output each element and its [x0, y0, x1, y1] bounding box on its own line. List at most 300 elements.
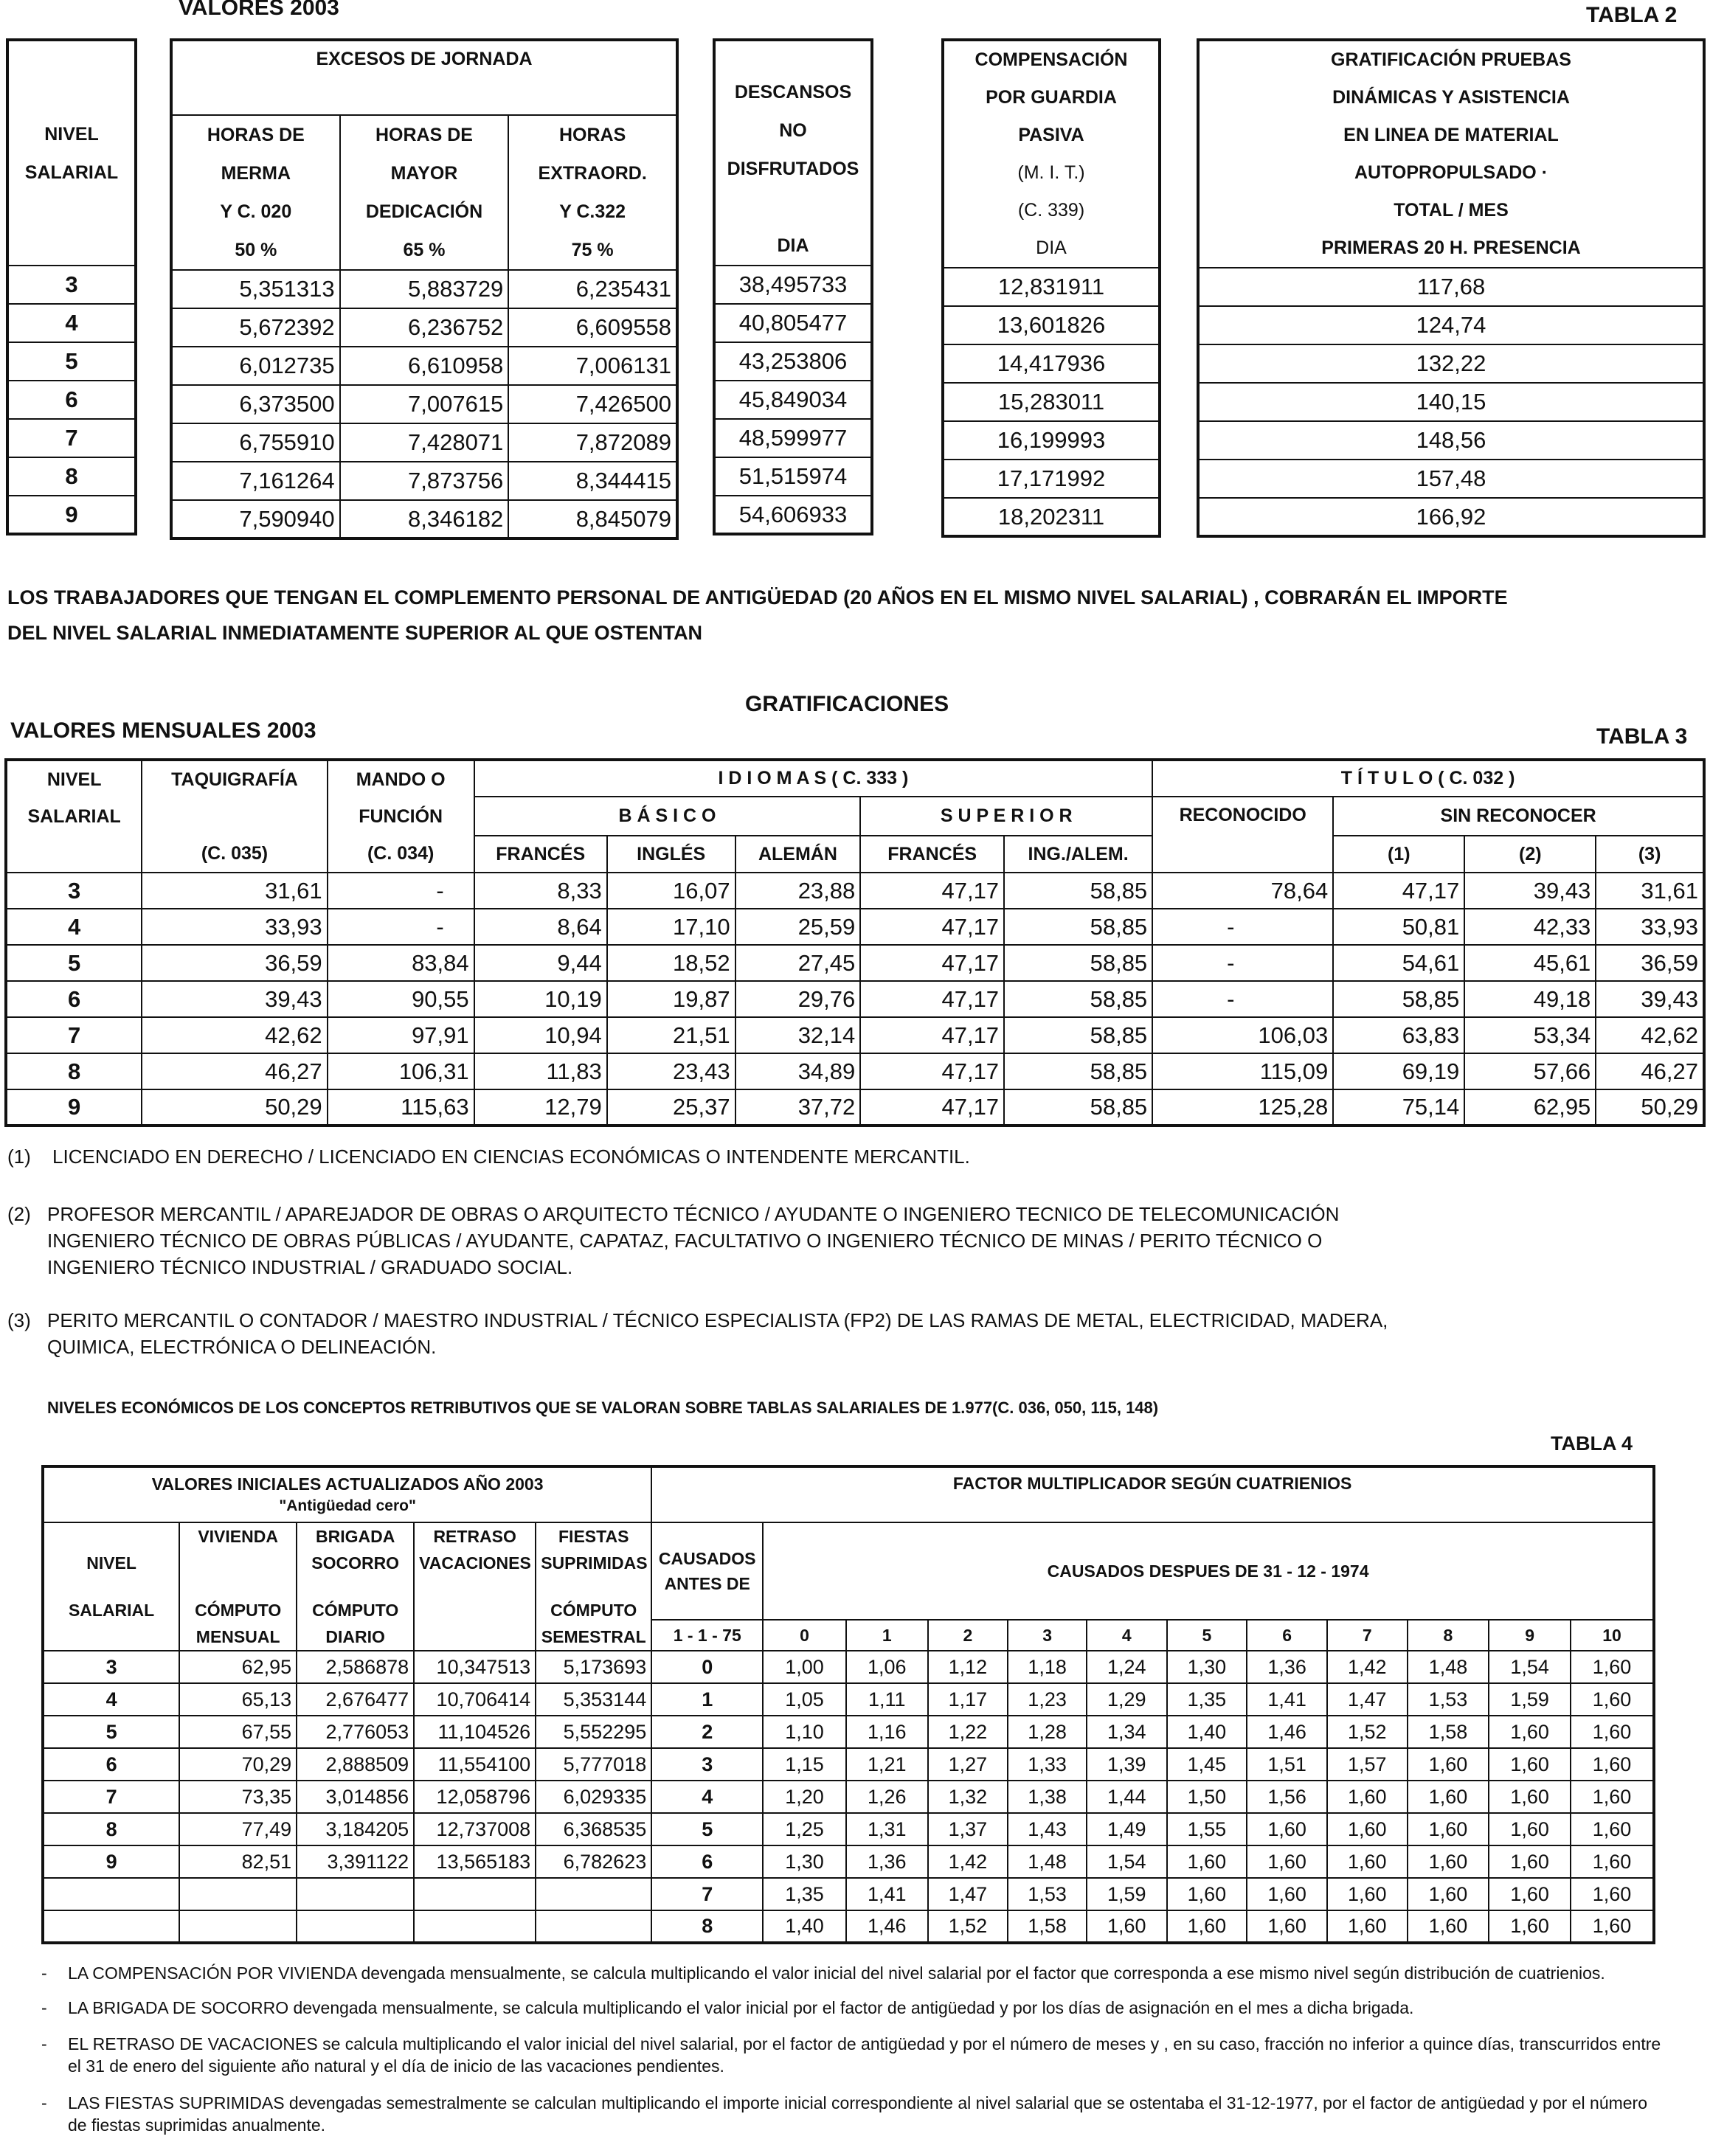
t4-factor-cell: 1,21: [846, 1748, 928, 1781]
t4-factor-cell: 1,47: [928, 1878, 1008, 1910]
bottom-note-3-text: EL RETRASO DE VACACIONES se calcula multiplicando el valor inicial del nivel salarial, por el factor de antigüedad y por el número de meses y , en su caso, fracción no inferior a quince días, transcurridos entre el 31 de enero del siguiente año natural y el día de inicio de las vacaciones pendientes.: [68, 2034, 1661, 2076]
bottom-note-1-text: LA COMPENSACIÓN POR VIVIENDA devengada mensualmente, se calcula multiplicando el valor inicial del nivel salarial por el factor que corresponda a ese mismo nivel según distribución de cuatrienios.: [68, 1963, 1605, 1983]
t4-h-cuatrienio-9: 9: [1489, 1620, 1571, 1651]
t2-gratificacion-cell: 117,68: [1198, 268, 1704, 306]
t2-descansos-cell: 40,805477: [714, 304, 872, 342]
bottom-note-1-dash: -: [41, 1963, 47, 1983]
t4-brigada-cell: 2,676477: [297, 1683, 414, 1716]
t2-comp-h2: POR GUARDIA: [986, 87, 1117, 108]
t4-h-brigada-2: SOCORRO: [311, 1553, 400, 1573]
t4-h-despues: CAUSADOS DESPUES DE 31 - 12 - 1974: [763, 1522, 1654, 1620]
bottom-note-3-dash: -: [41, 2034, 47, 2053]
t4-factor-cell: 1,60: [1571, 1910, 1654, 1943]
t3-ingles-cell: 25,37: [607, 1089, 735, 1126]
t4-nivel-cell: 4: [43, 1683, 179, 1716]
t2-comp-h3: PASIVA: [1018, 125, 1084, 145]
t4-h-valores: [43, 1466, 651, 1522]
t2-merma-cell: 5,351313: [171, 270, 340, 308]
t3-h-taq-1: TAQUIGRAFÍA: [171, 769, 298, 790]
table-row: [7, 496, 136, 534]
t2-nivel-cell: 5: [7, 342, 136, 381]
t4-factor-cell: 1,27: [928, 1748, 1008, 1781]
t3-h-mando: [328, 760, 474, 873]
t4-empty-cell: [536, 1878, 651, 1910]
t3-sin-2-cell: 39,43: [1464, 873, 1596, 909]
t4-factor-cell: 1,53: [1008, 1878, 1087, 1910]
t3-ingles-cell: 21,51: [607, 1017, 735, 1053]
t4-brigada-cell: 3,014856: [297, 1781, 414, 1813]
t2-nivel-cell: 8: [7, 457, 136, 496]
t3-h-taq-2: (C. 035): [201, 843, 269, 864]
tabla-3-label: TABLA 3: [1596, 724, 1688, 749]
t3-sin-2-cell: 57,66: [1464, 1053, 1596, 1089]
t4-vivienda-cell: 67,55: [179, 1716, 297, 1748]
t3-aleman-cell: 25,59: [735, 909, 861, 945]
t4-factor-cell: 1,23: [1008, 1683, 1087, 1716]
table-row: [714, 419, 872, 457]
t4-factor-cell: 1,57: [1327, 1748, 1408, 1781]
t4-factor-cell: 1,36: [1247, 1651, 1327, 1683]
bottom-note-2: [41, 1998, 1664, 2018]
t4-causados-antes-cell: 6: [651, 1845, 763, 1878]
t4-factor-cell: 1,15: [763, 1748, 846, 1781]
t2-col-merma: [171, 115, 340, 270]
t3-h-mando-1: MANDO O: [356, 769, 446, 790]
table-row: [7, 266, 136, 304]
t4-fiestas-cell: 6,368535: [536, 1813, 651, 1845]
t4-h-fiestas-3: CÓMPUTO: [550, 1601, 637, 1620]
t4-nivel-cell: 9: [43, 1845, 179, 1878]
t2-compensacion-cell: 12,831911: [943, 268, 1160, 306]
t3-frances-superior-cell: 47,17: [860, 873, 1004, 909]
t2-gratificacion-cell: 124,74: [1198, 306, 1704, 344]
t4-h-fiestas-4: SEMESTRAL: [541, 1627, 646, 1646]
t4-factor-cell: 1,60: [1408, 1845, 1489, 1878]
t2-extra-h3: Y C.322: [559, 201, 626, 222]
t2-mayor-cell: 5,883729: [340, 270, 509, 308]
t2-desc-h2: NO: [779, 120, 807, 141]
t4-causados-antes-cell: 5: [651, 1813, 763, 1845]
t4-factor-cell: 1,17: [928, 1683, 1008, 1716]
t2-nivel-cell: 7: [7, 419, 136, 457]
t4-factor-cell: 1,11: [846, 1683, 928, 1716]
t3-reconocido-cell: -: [1152, 981, 1333, 1017]
t4-vivienda-cell: 73,35: [179, 1781, 297, 1813]
t4-causados-antes-cell: 7: [651, 1878, 763, 1910]
table-row: [1198, 421, 1704, 460]
t2-grat-h6: PRIMERAS 20 H. PRESENCIA: [1321, 238, 1581, 258]
t4-factor-cell: 1,30: [763, 1845, 846, 1878]
table-row: [714, 342, 872, 381]
t4-fiestas-cell: 6,029335: [536, 1781, 651, 1813]
t3-h-reconocido: RECONOCIDO: [1152, 797, 1333, 873]
t4-factor-cell: 1,50: [1167, 1781, 1247, 1813]
t4-factor-cell: 1,40: [1167, 1716, 1247, 1748]
t4-factor-cell: 1,52: [928, 1910, 1008, 1943]
t3-sin-3-cell: 33,93: [1596, 909, 1704, 945]
t4-factor-cell: 1,60: [1571, 1781, 1654, 1813]
t2-nivel-cell: 3: [7, 266, 136, 304]
t4-factor-cell: 1,20: [763, 1781, 846, 1813]
t3-reconocido-cell: 115,09: [1152, 1053, 1333, 1089]
t2-comp-h5: (C. 339): [1017, 200, 1085, 221]
t4-retraso-cell: 10,706414: [414, 1683, 536, 1716]
bottom-note-2-text: LA BRIGADA DE SOCORRO devengada mensualmente, se calcula multiplicando el valor inicial por el factor de antigüedad y por los días de asignación en el mes a dicha brigada.: [68, 1998, 1414, 2017]
t4-factor-cell: 1,32: [928, 1781, 1008, 1813]
t2-gratificacion-cell: 140,15: [1198, 383, 1704, 421]
table-row: [43, 1845, 1654, 1878]
bottom-note-3: [41, 2033, 1664, 2077]
t2-comp-h4: (M. I. T.): [1017, 162, 1085, 183]
t3-sin-1-cell: 54,61: [1333, 945, 1464, 981]
t3-sin-2-cell: 42,33: [1464, 909, 1596, 945]
t4-factor-cell: 1,60: [1571, 1683, 1654, 1716]
table-row: [1198, 268, 1704, 306]
bottom-note-4-text: LAS FIESTAS SUPRIMIDAS devengadas semestralmente se calculan multiplicando el importe inicial correspondiente al nivel salarial que se ostentaba el 31-12-1977, por el factor de antigüedad y por el número de fiestas suprimidas anualmente.: [68, 2093, 1648, 2135]
t2-merma-cell: 6,373500: [171, 385, 340, 423]
t3-nivel-cell: 5: [6, 945, 142, 981]
t4-empty-cell: [297, 1910, 414, 1943]
t3-reconocido-cell: -: [1152, 945, 1333, 981]
t4-factor-cell: 1,60: [1489, 1878, 1571, 1910]
t4-causados-antes-cell: 0: [651, 1651, 763, 1683]
t3-taquigrafia-cell: 42,62: [142, 1017, 327, 1053]
t3-h-mando-3: (C. 034): [367, 843, 435, 864]
t4-h-cuatrienio-7: 7: [1327, 1620, 1408, 1651]
t3-ing-alem-cell: 58,85: [1004, 1017, 1152, 1053]
antiguedad-note-line1: LOS TRABAJADORES QUE TENGAN EL COMPLEMENTO PERSONAL DE ANTIGÜEDAD (20 AÑOS EN EL MISMO NIVEL SALARIAL) , COBRARÁN EL IMPORTE: [7, 586, 1508, 609]
t4-factor-cell: 1,38: [1008, 1781, 1087, 1813]
table-row: [943, 268, 1160, 306]
t2-descansos-cell: 54,606933: [714, 496, 872, 534]
t2-extra-cell: 7,006131: [508, 347, 677, 385]
t4-table: [41, 1465, 1655, 1944]
t4-factor-cell: 1,34: [1087, 1716, 1167, 1748]
t4-factor-cell: 1,28: [1008, 1716, 1087, 1748]
t3-h-frances-superior: FRANCÉS: [860, 836, 1004, 873]
t3-h-idiomas: I D I O M A S ( C. 333 ): [474, 760, 1153, 797]
t3-sin-3-cell: 39,43: [1596, 981, 1704, 1017]
t4-factor-cell: 1,53: [1408, 1683, 1489, 1716]
table-row: [7, 304, 136, 342]
t2-extra-cell: 6,235431: [508, 270, 677, 308]
gratificaciones-title: GRATIFICACIONES: [745, 692, 949, 716]
t2-merma-h2: MERMA: [221, 163, 291, 184]
t3-aleman-cell: 37,72: [735, 1089, 861, 1126]
t2-extra-cell: 7,872089: [508, 423, 677, 462]
table-row: [6, 1089, 1704, 1126]
t3-h-titulo: T Í T U L O ( C. 032 ): [1152, 760, 1704, 797]
t4-factor-cell: 1,60: [1489, 1716, 1571, 1748]
t2-col-compensacion: [943, 40, 1160, 268]
t3-mando-cell: 83,84: [328, 945, 474, 981]
t4-causados-antes-cell: 3: [651, 1748, 763, 1781]
t3-sin-2-cell: 45,61: [1464, 945, 1596, 981]
t2-merma-h1: HORAS DE: [207, 125, 305, 145]
table-row: [43, 1651, 1654, 1683]
t2-gratificacion-cell: 157,48: [1198, 460, 1704, 498]
t2-excesos-title: EXCESOS DE JORNADA: [171, 40, 677, 115]
t4-factor-cell: 1,60: [1087, 1910, 1167, 1943]
t4-factor-cell: 1,60: [1247, 1878, 1327, 1910]
t4-factor-cell: 1,46: [1247, 1716, 1327, 1748]
footnote-3-num: (3): [7, 1309, 31, 1331]
t4-h-causados-fecha: 1 - 1 - 75: [651, 1620, 763, 1651]
bottom-note-1: [41, 1963, 1664, 1983]
t3-mando-cell: 106,31: [328, 1053, 474, 1089]
t4-brigada-cell: 2,888509: [297, 1748, 414, 1781]
t2-col-descansos: [714, 40, 872, 266]
t3-h-ingles: INGLÉS: [607, 836, 735, 873]
table-row: [6, 873, 1704, 909]
t4-factor-cell: 1,60: [1489, 1845, 1571, 1878]
t4-factor-cell: 1,24: [1087, 1651, 1167, 1683]
t4-h-vivienda-3: MENSUAL: [195, 1627, 280, 1646]
t4-h-retraso-2: VACACIONES: [419, 1553, 531, 1573]
t4-retraso-cell: 11,554100: [414, 1748, 536, 1781]
t3-aleman-cell: 29,76: [735, 981, 861, 1017]
footnote-2-line3: INGENIERO TÉCNICO INDUSTRIAL / GRADUADO SOCIAL.: [47, 1256, 573, 1278]
t2-nivel-block: [6, 38, 137, 535]
t2-mayor-cell: 6,610958: [340, 347, 509, 385]
table-row: [171, 423, 677, 462]
t4-h-vivienda-1: VIVIENDA: [198, 1527, 278, 1546]
table-row: [6, 945, 1704, 981]
t4-h-nivel: [43, 1522, 179, 1651]
t3-sin-1-cell: 47,17: [1333, 873, 1464, 909]
footnote-2-line2: INGENIERO TÉCNICO DE OBRAS PÚBLICAS / AYUDANTE, CAPATAZ, FACULTATIVO O INGENIERO TÉCNICO DE MINAS / PERITO TÉCNICO O: [47, 1230, 1323, 1252]
t4-factor-cell: 1,44: [1087, 1781, 1167, 1813]
t4-h-fiestas-2: SUPRIMIDAS: [541, 1553, 648, 1573]
footnote-1-text: LICENCIADO EN DERECHO / LICENCIADO EN CIENCIAS ECONÓMICAS O INTENDENTE MERCANTIL.: [52, 1145, 970, 1168]
t2-compensacion-cell: 14,417936: [943, 344, 1160, 383]
t4-vivienda-cell: 65,13: [179, 1683, 297, 1716]
t3-h-basico: B Á S I C O: [474, 797, 861, 836]
t4-h-causados-1: CAUSADOS: [658, 1549, 756, 1569]
footnote-1: [7, 1143, 970, 1170]
table-row: [43, 1910, 1654, 1943]
t3-sin-3-cell: 31,61: [1596, 873, 1704, 909]
t3-taquigrafia-cell: 39,43: [142, 981, 327, 1017]
t4-nivel-cell: 6: [43, 1748, 179, 1781]
t2-mayor-cell: 7,007615: [340, 385, 509, 423]
t4-empty-cell: [297, 1878, 414, 1910]
t3-reconocido-cell: 78,64: [1152, 873, 1333, 909]
footnote-3-line1: PERITO MERCANTIL O CONTADOR / MAESTRO INDUSTRIAL / TÉCNICO ESPECIALISTA (FP2) DE LAS RAMAS DE METAL, ELECTRICIDAD, MADERA,: [47, 1309, 1388, 1331]
t4-h-fiestas: [536, 1522, 651, 1651]
t4-factor-cell: 1,10: [763, 1716, 846, 1748]
t2-gratificacion-cell: 166,92: [1198, 498, 1704, 536]
t4-factor-cell: 1,40: [763, 1910, 846, 1943]
t3-ing-alem-cell: 58,85: [1004, 909, 1152, 945]
bottom-notes: [41, 1963, 1664, 2136]
t3-nivel-cell: 9: [6, 1089, 142, 1126]
t3-reconocido-cell: 125,28: [1152, 1089, 1333, 1126]
antiguedad-note: [7, 580, 1508, 651]
t4-h-cuatrienio-3: 3: [1008, 1620, 1087, 1651]
t3-sin-1-cell: 58,85: [1333, 981, 1464, 1017]
bottom-note-2-dash: -: [41, 1998, 47, 2017]
t3-h-sub-2: (2): [1464, 836, 1596, 873]
t4-factor-cell: 1,41: [846, 1878, 928, 1910]
t4-vivienda-cell: 77,49: [179, 1813, 297, 1845]
t3-h-frances-basico: FRANCÉS: [474, 836, 607, 873]
t4-factor-cell: 1,60: [1247, 1910, 1327, 1943]
table-row: [714, 496, 872, 534]
valores-2003-title: VALORES 2003: [179, 0, 339, 20]
t2-nivel-header: [7, 40, 136, 266]
t3-aleman-cell: 32,14: [735, 1017, 861, 1053]
t3-h-nivel: [6, 760, 142, 873]
t4-factor-cell: 1,60: [1489, 1748, 1571, 1781]
t4-factor-cell: 1,46: [846, 1910, 928, 1943]
t3-ingles-cell: 16,07: [607, 873, 735, 909]
t4-factor-cell: 1,60: [1408, 1813, 1489, 1845]
t2-compensacion-cell: 16,199993: [943, 421, 1160, 460]
t4-heading: NIVELES ECONÓMICOS DE LOS CONCEPTOS RETRIBUTIVOS QUE SE VALORAN SOBRE TABLAS SALARIALES DE 1.977(C. 036, 050, 115, 148): [47, 1398, 1159, 1417]
t2-compensacion-cell: 13,601826: [943, 306, 1160, 344]
t4-brigada-cell: 3,184205: [297, 1813, 414, 1845]
t4-retraso-cell: 12,737008: [414, 1813, 536, 1845]
t4-h-factor: FACTOR MULTIPLICADOR SEGÚN CUATRIENIOS: [651, 1466, 1654, 1522]
t3-h-nivel-1: NIVEL: [46, 769, 102, 790]
t3-mando-cell: 97,91: [328, 1017, 474, 1053]
t4-causados-antes-cell: 1: [651, 1683, 763, 1716]
t4-factor-cell: 1,60: [1408, 1910, 1489, 1943]
t2-mayor-h1: HORAS DE: [375, 125, 473, 145]
t3-h-ing-alem: ING./ALEM.: [1004, 836, 1152, 873]
table-row: [714, 304, 872, 342]
t4-empty-cell: [414, 1910, 536, 1943]
t4-h-cuatrienio-0: 0: [763, 1620, 846, 1651]
bottom-note-4: [41, 2092, 1664, 2136]
table-row: [6, 1053, 1704, 1089]
t4-h-cuatrienio-5: 5: [1167, 1620, 1247, 1651]
t3-mando-cell: -: [328, 873, 474, 909]
t4-h-retraso: [414, 1522, 536, 1651]
t4-factor-cell: 1,60: [1247, 1845, 1327, 1878]
t4-h-brigada: [297, 1522, 414, 1651]
t4-factor-cell: 1,39: [1087, 1748, 1167, 1781]
t4-causados-antes-cell: 2: [651, 1716, 763, 1748]
t3-sin-3-cell: 50,29: [1596, 1089, 1704, 1126]
t3-ingles-cell: 18,52: [607, 945, 735, 981]
footnote-2-num: (2): [7, 1203, 31, 1225]
t4-factor-cell: 1,60: [1571, 1878, 1654, 1910]
t4-factor-cell: 1,60: [1489, 1910, 1571, 1943]
t2-gratificacion-cell: 148,56: [1198, 421, 1704, 460]
t4-factor-cell: 1,18: [1008, 1651, 1087, 1683]
table-row: [943, 306, 1160, 344]
t4-factor-cell: 1,59: [1087, 1878, 1167, 1910]
t4-vivienda-cell: 70,29: [179, 1748, 297, 1781]
t2-compensacion-cell: 18,202311: [943, 498, 1160, 536]
t2-grat-h2: DINÁMICAS Y ASISTENCIA: [1332, 87, 1570, 108]
table-row: [6, 909, 1704, 945]
t2-nivel-cell: 6: [7, 381, 136, 419]
t2-nivel-cell: 9: [7, 496, 136, 534]
t2-mayor-cell: 6,236752: [340, 308, 509, 347]
t2-descansos-cell: 45,849034: [714, 381, 872, 419]
t3-mando-cell: 90,55: [328, 981, 474, 1017]
t2-descansos-cell: 48,599977: [714, 419, 872, 457]
t4-factor-cell: 1,22: [928, 1716, 1008, 1748]
t2-gratificacion-cell: 132,22: [1198, 344, 1704, 383]
t4-factor-cell: 1,60: [1167, 1910, 1247, 1943]
t3-h-mando-2: FUNCIÓN: [359, 806, 443, 827]
t2-extra-cell: 8,344415: [508, 462, 677, 500]
t4-factor-cell: 1,12: [928, 1651, 1008, 1683]
table-row: [171, 500, 677, 538]
t3-frances-basico-cell: 10,94: [474, 1017, 607, 1053]
t4-nivel-cell: 3: [43, 1651, 179, 1683]
t4-h-cuatrienio-10: 10: [1571, 1620, 1654, 1651]
t3-sin-2-cell: 49,18: [1464, 981, 1596, 1017]
t4-h-causados-2: ANTES DE: [664, 1574, 750, 1594]
t3-sin-1-cell: 69,19: [1333, 1053, 1464, 1089]
t4-fiestas-cell: 5,173693: [536, 1651, 651, 1683]
t3-taquigrafia-cell: 33,93: [142, 909, 327, 945]
t2-nivel-h2: SALARIAL: [24, 162, 119, 183]
table-row: [1198, 383, 1704, 421]
t3-frances-superior-cell: 47,17: [860, 1017, 1004, 1053]
t3-nivel-cell: 3: [6, 873, 142, 909]
t4-fiestas-cell: 5,777018: [536, 1748, 651, 1781]
t4-factor-cell: 1,58: [1408, 1716, 1489, 1748]
t2-desc-h3: DISFRUTADOS: [727, 159, 859, 179]
table-row: [1198, 460, 1704, 498]
table-row: [43, 1748, 1654, 1781]
t2-col-gratificacion: [1198, 40, 1704, 268]
t4-factor-cell: 1,56: [1247, 1781, 1327, 1813]
t4-causados-antes-cell: 8: [651, 1910, 763, 1943]
t3-ing-alem-cell: 58,85: [1004, 1053, 1152, 1089]
t4-retraso-cell: 12,058796: [414, 1781, 536, 1813]
t4-factor-cell: 1,60: [1327, 1878, 1408, 1910]
t3-aleman-cell: 23,88: [735, 873, 861, 909]
t4-factor-cell: 1,42: [1327, 1651, 1408, 1683]
t3-nivel-cell: 8: [6, 1053, 142, 1089]
t3-taquigrafia-cell: 31,61: [142, 873, 327, 909]
t4-factor-cell: 1,60: [1571, 1845, 1654, 1878]
t3-nivel-cell: 6: [6, 981, 142, 1017]
t4-empty-cell: [43, 1878, 179, 1910]
t4-factor-cell: 1,51: [1247, 1748, 1327, 1781]
t4-factor-cell: 1,16: [846, 1716, 928, 1748]
table-row: [43, 1716, 1654, 1748]
t3-frances-basico-cell: 8,33: [474, 873, 607, 909]
t2-mayor-h3: DEDICACIÓN: [365, 201, 483, 222]
t2-gratificacion-block: [1197, 38, 1706, 538]
t2-extra-h2: EXTRAORD.: [538, 163, 647, 184]
t3-frances-superior-cell: 47,17: [860, 1089, 1004, 1126]
t3-reconocido-cell: -: [1152, 909, 1333, 945]
t2-compensacion-cell: 17,171992: [943, 460, 1160, 498]
t3-h-sub-1: (1): [1333, 836, 1464, 873]
t4-h-fiestas-1: FIESTAS: [558, 1527, 629, 1546]
t4-factor-cell: 1,60: [1571, 1716, 1654, 1748]
t3-taquigrafia-cell: 50,29: [142, 1089, 327, 1126]
t4-factor-cell: 1,58: [1008, 1910, 1087, 1943]
t4-factor-cell: 1,59: [1489, 1683, 1571, 1716]
t4-factor-cell: 1,35: [1167, 1683, 1247, 1716]
t2-col-mayor: [340, 115, 509, 270]
table-row: [1198, 306, 1704, 344]
t3-sin-2-cell: 62,95: [1464, 1089, 1596, 1126]
t2-grat-h1: GRATIFICACIÓN PRUEBAS: [1331, 49, 1571, 70]
t2-descansos-cell: 51,515974: [714, 457, 872, 496]
t4-fiestas-cell: 5,353144: [536, 1683, 651, 1716]
